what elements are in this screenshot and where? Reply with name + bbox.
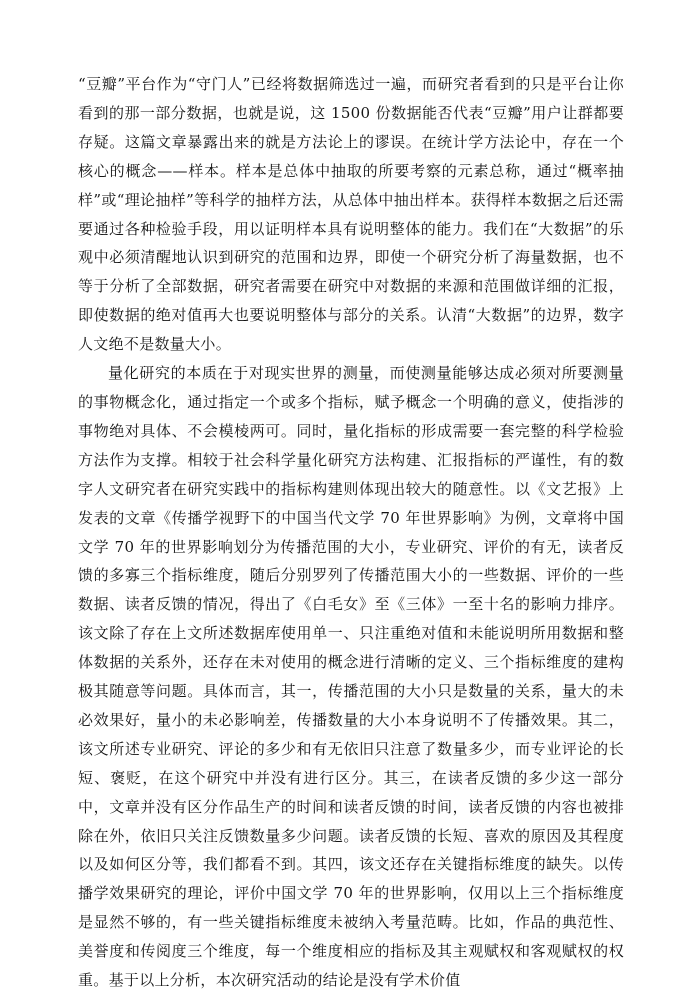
paragraph-1: “豆瓣”平台作为“守门人”已经将数据筛选过一遍，而研究者看到的只是平台让你看到的那一部分数据，也就是说，这 1500 份数据能否代表“豆瓣”用户让群都要存疑。这篇文章暴露出来的就是方法论上的谬误。在统计学方法论中，存在一个核心的概念——样本。样本是总体中抽取的所要考察的元素总称，通过“概率抽样”或“理论抽样”等科学的抽样方法，从总体中抽出样本。获得样本数据之后还需要通过各种检验手段，用以证明样本具有说明整体的能力。我们在“大数据”的乐观中必须清醒地认识到研究的范围和边界，即使一个研究分析了海量数据，也不等于分析了全部数据，研究者需要在研究中对数据的来源和范围做详细的汇报，即使数据的绝对值再大也要说明整体与部分的关系。认清“大数据”的边界，数字人文绝不是数量大小。 — [78, 75, 624, 354]
paragraph-2: 量化研究的本质在于对现实世界的测量，而使测量能够达成必须对所要测量的事物概念化，通过指定一个或多个指标，赋予概念一个明确的意义，使指涉的事物绝对具体、不会模棱两可。同时，量化指标的形成需要一套完整的科学检验方法作为支撑。相较于社会科学量化研究方法构建、汇报指标的严谨性，有的数字人文研究者在研究实践中的指标构建则体现出较大的随意性。以《文艺报》上发表的文章《传播学视野下的中国当代文学 70 年世界影响》为例，文章将中国文学 70 年的世界影响划分为传播范围的大小，专业研究、评价的有无，读者反馈的多寡三个指标维度，随后分别罗列了传播范围大小的一些数据、评价的一些数据、读者反馈的情况，得出了《白毛女》至《三体》一至十名的影响力排序。该文除了存在上文所述数据库使用单一、只注重绝对值和未能说明所用数据和整体数据的关系外，还存在未对使用的概念进行清晰的定义、三个指标维度的建构极其随意等问题。具体而言，其一，传播范围的大小只是数量的关系，量大的未必效果好，量小的未必影响差，传播数量的大小本身说明不了传播效果。其二，该文所述专业研究、评论的多少和有无依旧只注意了数量多少，而专业评论的长短、褒贬，在这个研究中并没有进行区分。其三，在读者反馈的多少这一部分中，文章并没有区分作品生产的时间和读者反馈的时间，读者反馈的内容也被排除在外，依旧只关注反馈数量多少问题。读者反馈的长短、喜欢的原因及其程度以及如何区分等，我们都看不到。其四，该文还存在关键指标维度的缺失。以传播学效果研究的理论，评价中国文学 70 年的世界影响，仅用以上三个指标维度是显然不够的，有一些关键指标维度未被纳入考量范畴。比如，作品的典范性、美誉度和传阅度三个维度，每一个维度相应的指标及其主观赋权和客观赋权的权重。基于以上分析，本次研究活动的结论是没有学术价值 — [78, 364, 624, 990]
document-page — [78, 70, 624, 995]
